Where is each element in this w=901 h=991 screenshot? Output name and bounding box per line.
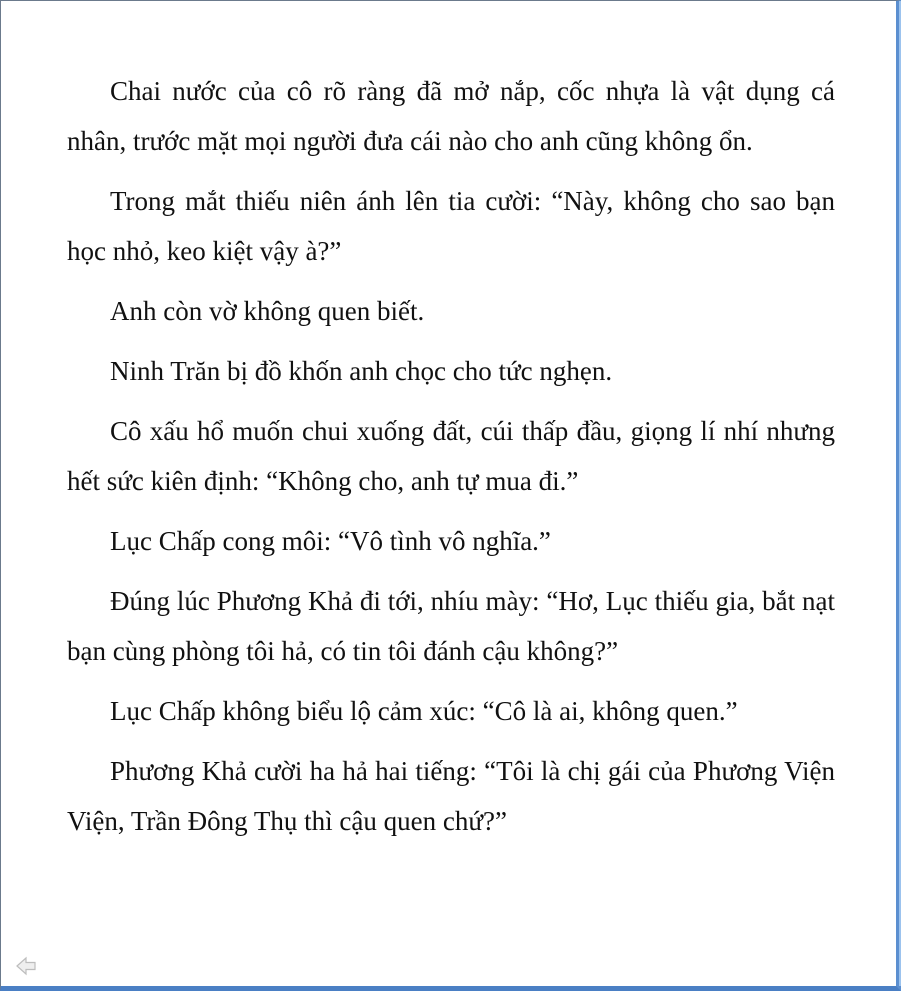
back-arrow-icon[interactable]: [15, 956, 37, 976]
paragraph-7: Đúng lúc Phương Khả đi tới, nhíu mày: “Hơ, Lục thiếu gia, bắt nạt bạn cùng phòng tôi hả, có tin tôi đánh cậu không?”: [67, 586, 835, 666]
back-arrow-icon-graphic: [15, 956, 37, 976]
paragraph-2: Trong mắt thiếu niên ánh lên tia cười: “Này, không cho sao bạn học nhỏ, keo kiệt vậy à?”: [67, 186, 835, 266]
paragraph-9: Phương Khả cười ha hả hai tiếng: “Tôi là chị gái của Phương Viện Viện, Trần Đông Thụ thì cậu quen chứ?”: [67, 756, 835, 836]
paragraph-3: Anh còn vờ không quen biết.: [110, 296, 425, 326]
paragraph-4: Ninh Trăn bị đồ khốn anh chọc cho tức nghẹn.: [110, 356, 613, 386]
paragraph-5: Cô xấu hổ muốn chui xuống đất, cúi thấp đầu, giọng lí nhí nhưng hết sức kiên định: “Không cho, anh tự mua đi.”: [67, 416, 835, 496]
paragraph-6: Lục Chấp cong môi: “Vô tình vô nghĩa.”: [110, 526, 551, 556]
paragraph-1: Chai nước của cô rõ ràng đã mở nắp, cốc nhựa là vật dụng cá nhân, trước mặt mọi người đưa cái nào cho anh cũng không ổn.: [67, 76, 835, 156]
paragraph-8: Lục Chấp không biểu lộ cảm xúc: “Cô là ai, không quen.”: [110, 696, 738, 726]
document-page: [67, 66, 835, 856]
